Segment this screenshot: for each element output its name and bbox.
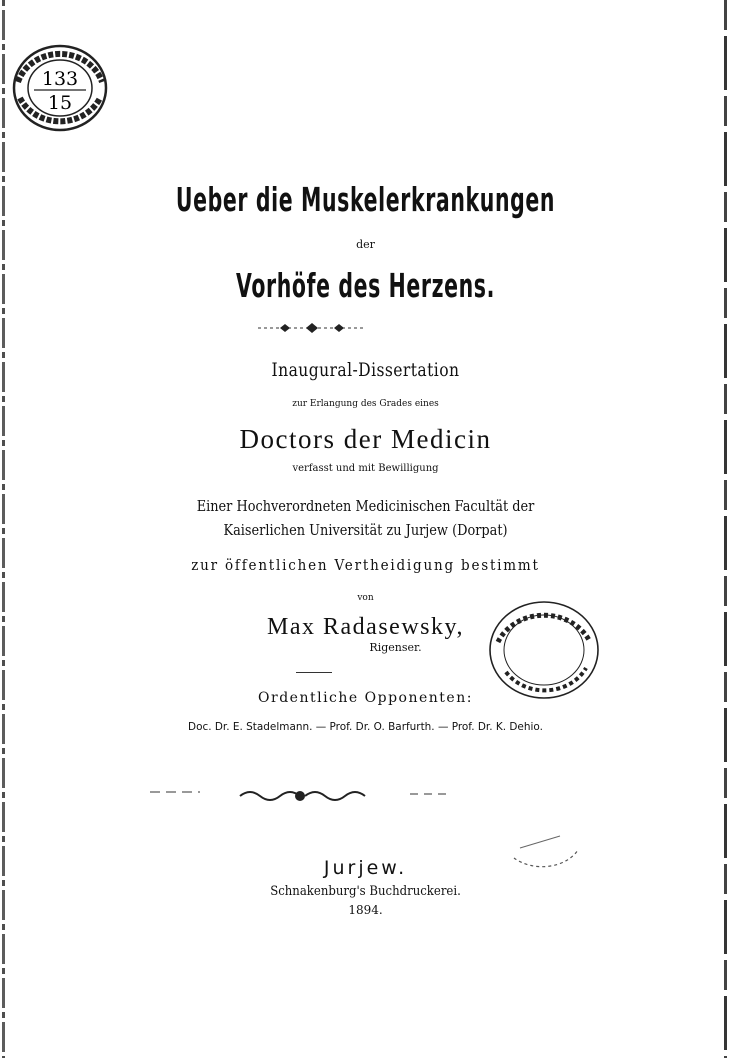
place-of-publication: Jurjew.: [323, 857, 408, 879]
purpose-line: zur Erlangung des Grades eines: [292, 399, 439, 409]
title-line-2: Vorhöfe des Herzens.: [235, 266, 496, 305]
authorization-line: verfasst und mit Bewilligung: [292, 463, 439, 474]
by-label: von: [357, 593, 374, 603]
printer-name: Schnakenburg's Buchdruckerei.: [270, 884, 461, 899]
author-name: Max Radasewsky,: [267, 614, 464, 640]
publication-year: 1894.: [348, 903, 383, 917]
short-rule: [296, 672, 332, 673]
university-line: Kaiserlichen Universität zu Jurjew (Dorpat): [223, 521, 508, 539]
page-left-edge: [2, 0, 5, 1058]
ornament-divider-small: [258, 322, 366, 334]
title-line-1: Ueber die Muskelerkrankungen: [175, 180, 556, 219]
opponents-heading: Ordentliche Opponenten:: [258, 690, 473, 706]
author-origin: Rigenser.: [369, 641, 422, 654]
stamp-number-top: 133: [41, 68, 79, 90]
degree-line: Doctors der Medicin: [239, 424, 492, 454]
library-stamp-medica: [486, 598, 602, 702]
title-connector: der: [356, 238, 375, 251]
ornament-divider-large: [150, 786, 570, 806]
library-stamp-top: [10, 42, 110, 134]
page-right-edge: [724, 0, 727, 1058]
stamp-number-bottom: 15: [47, 92, 73, 114]
defense-line: zur öffentlichen Vertheidigung bestimmt: [191, 556, 540, 574]
dissertation-label: Inaugural-Dissertation: [271, 359, 460, 381]
faculty-line: Einer Hochverordneten Medicinischen Facultät der: [196, 497, 535, 515]
opponents-line: Doc. Dr. E. Stadelmann. — Prof. Dr. O. Barfurth. — Prof. Dr. K. Dehio.: [188, 720, 543, 733]
